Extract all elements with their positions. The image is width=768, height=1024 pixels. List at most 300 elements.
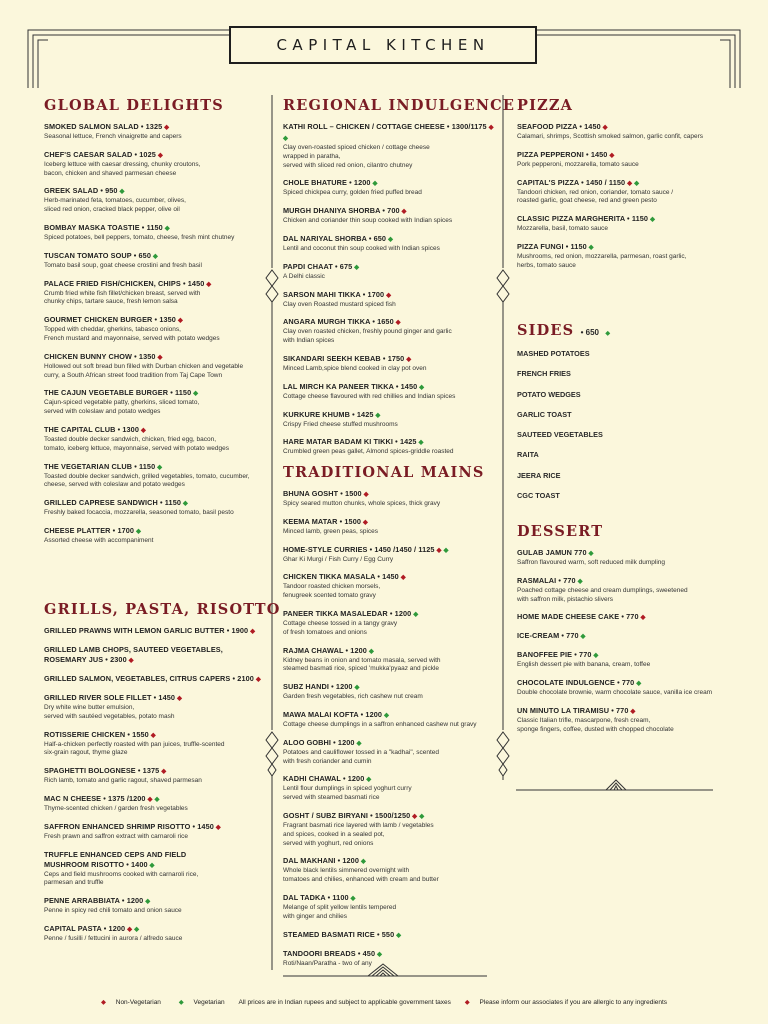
menu-item-name-text: MAWA MALAI KOFTA • 1200	[283, 709, 383, 719]
menu-item-name	[283, 738, 497, 749]
menu-item	[44, 626, 266, 637]
menu-item	[44, 186, 266, 215]
veg-marker: ◆	[632, 179, 640, 187]
menu-item-name-text: CAPITAL PASTA • 1200	[44, 923, 126, 933]
menu-item-name-text: CHEF'S CAESAR SALAD • 1025	[44, 149, 156, 159]
menu-item-name	[44, 251, 266, 262]
menu-item-name	[283, 262, 497, 273]
menu-item	[283, 893, 497, 922]
menu-item-name-text: GRILLED LAMB CHOPS, SAUTEED VEGETABLES, ROSEMARY JUS • 2300	[44, 645, 223, 664]
non-veg-marker: ◆	[175, 317, 183, 325]
menu-item	[517, 150, 742, 170]
regional-indulgence-section	[283, 97, 516, 465]
menu-item-description: Fragrant basmati rice layered with lamb / vegetables and spices, cooked in a sealed pot, served with yoghurt, red onions	[283, 821, 434, 847]
menu-item-description: Cottage cheese tossed in a tangy gravy of fresh tomatoes and onions	[283, 619, 398, 636]
menu-item	[283, 609, 497, 638]
non-veg-marker: ◆	[393, 319, 401, 327]
menu-item-description: Crispy Fried cheese stuffed mushrooms	[283, 420, 398, 428]
veg-marker: ◆	[352, 263, 360, 271]
menu-item	[44, 896, 266, 916]
menu-item-name	[283, 545, 497, 556]
menu-item-name-text: GOSHT / SUBZ BIRYANI • 1500/1250	[283, 810, 411, 820]
menu-item-name-text: SMOKED SALMON SALAD • 1325	[44, 122, 163, 131]
menu-item	[44, 693, 266, 722]
veg-marker: ◆	[143, 898, 151, 906]
veg-marker: ◆	[634, 680, 642, 688]
allergy-marker: ◆	[464, 999, 470, 1006]
non-veg-marker: ◆	[155, 151, 163, 159]
non-veg-marker: ◆	[410, 812, 418, 820]
menu-item	[44, 498, 266, 518]
menu-item	[283, 572, 497, 601]
menu-item-description: Mozzarella, basil, tomato sauce	[517, 225, 609, 233]
menu-item-description: Tandoor roasted chicken morsels, fenugreek scented tomato gravy	[283, 583, 381, 600]
menu-item-name-text: SARSON MAHI TIKKA • 1700	[283, 289, 385, 299]
veg-marker: ◆	[578, 633, 586, 641]
menu-item-description: Hollowed out soft bread bun filled with Durban chicken and vegetable curry, a South African street food tradition from Taj Cape Town	[44, 362, 244, 379]
menu-item-name-text: BOMBAY MASKA TOASTIE • 1150	[44, 222, 163, 232]
menu-item	[44, 850, 266, 889]
non-veg-marker: ◆	[384, 291, 392, 299]
menu-item-description: Cottage cheese dumplings in a saffron enhanced cashew nut gravy	[283, 720, 477, 728]
menu-item-name	[283, 930, 497, 941]
menu-item-description: Half-a-chicken perfectly roasted with pan juices, truffle-scented six-grain ragout, thyme glaze	[44, 740, 225, 757]
non-veg-marker: ◆	[159, 768, 167, 776]
menu-item	[44, 730, 266, 759]
allergy-note: Please inform our associates if you are allergic to any ingredients	[479, 999, 668, 1006]
menu-item-name-text: RASMALAI • 770	[517, 575, 576, 585]
menu-item	[44, 122, 266, 142]
menu-item-name-text: HOME-STYLE CURRIES • 1450 /1450 / 1125	[283, 544, 435, 554]
sides-section	[517, 322, 742, 511]
menu-item-name-text: GRILLED CAPRESE SANDWICH • 1150	[44, 498, 182, 508]
menu-item-name-text: THE CAJUN VEGETABLE BURGER • 1150	[44, 388, 192, 398]
menu-item-name	[44, 730, 266, 741]
menu-item-description: Classic Italian trifle, mascarpone, fresh cream, sponge fingers, coffee, dusted with chopped chocolate	[517, 716, 674, 733]
menu-item-name	[283, 122, 497, 144]
veg-marker: ◆	[575, 577, 583, 585]
menu-item	[517, 548, 742, 568]
non-veg-marker: ◆	[248, 628, 256, 635]
menu-item-name	[283, 206, 497, 217]
menu-item	[283, 738, 497, 767]
menu-item	[283, 646, 497, 675]
menu-item	[283, 682, 497, 702]
non-veg-marker: ◆	[361, 518, 369, 526]
menu-item	[283, 774, 497, 803]
non-veg-marker: ◆	[213, 823, 221, 831]
grills-pasta-risotto-section	[44, 601, 281, 952]
menu-item-name-text: PENNE ARRABBIATA • 1200	[44, 896, 144, 906]
menu-item-name	[517, 576, 742, 587]
non-veg-marker: ◆	[607, 151, 615, 159]
veg-marker: ◆	[394, 931, 402, 939]
menu-item-description: Ghar Ki Murgi / Fish Curry / Egg Curry	[283, 555, 394, 563]
menu-item-name-text: SUBZ HANDI • 1200	[283, 682, 353, 692]
restaurant-title-box	[229, 26, 537, 64]
menu-item	[44, 794, 266, 814]
menu-item-name-text: KEEMA MATAR • 1500	[283, 516, 362, 526]
global-delights-section	[44, 97, 266, 554]
veg-marker: ◆	[382, 711, 390, 719]
menu-item-description: English dessert pie with banana, cream, toffee	[517, 661, 651, 669]
non-veg-marker: ◆	[404, 355, 412, 363]
menu-item-description: Roti/Naan/Paratha - two of any	[283, 959, 372, 967]
veg-marker: ◆	[366, 647, 374, 655]
menu-item-name-text: LAL MIRCH KA PANEER TIKKA • 1450	[283, 381, 418, 391]
menu-item-name	[517, 631, 742, 642]
veg-marker: ◆	[283, 135, 289, 142]
menu-item-name-text: GOURMET CHICKEN BURGER • 1350	[44, 315, 176, 325]
menu-item	[283, 517, 497, 537]
menu-item-name-text: PANEER TIKKA MASALEDAR • 1200	[283, 608, 412, 618]
menu-item-name	[283, 234, 497, 245]
menu-item-name	[44, 645, 266, 666]
side-item: JEERA RICE	[517, 470, 561, 480]
menu-item	[44, 279, 266, 308]
menu-item-name	[44, 626, 266, 637]
menu-item-description: Spicy seared mutton chunks, whole spices, thick gravy	[283, 500, 441, 507]
menu-item-name-text: CHICKEN BUNNY CHOW • 1350	[44, 351, 156, 361]
veg-marker: ◆	[386, 235, 394, 243]
menu-item-description: A Delhi classic	[283, 272, 325, 280]
menu-item	[283, 354, 497, 374]
menu-item-name	[283, 178, 497, 189]
veg-marker: ◆	[586, 550, 594, 557]
menu-item-name	[44, 186, 266, 197]
menu-item-description: Chicken and coriander thin soup cooked with Indian spices	[283, 217, 453, 225]
menu-item-name-text: ICE-CREAM • 770	[517, 631, 579, 641]
menu-item-name-text: CHICKEN TIKKA MASALA • 1450	[283, 572, 399, 582]
menu-item-name-text: THE CAPITAL CLUB • 1300	[44, 424, 139, 434]
menu-item	[283, 489, 497, 509]
menu-item-name	[44, 693, 266, 704]
section-heading-regional-indulgence: REGIONAL INDULGENCE	[283, 97, 516, 114]
menu-item-name-text: PALACE FRIED FISH/CHICKEN, CHIPS • 1450	[44, 278, 205, 288]
section-heading-dessert: DESSERT	[517, 523, 604, 540]
veg-marker: ◆	[370, 180, 378, 188]
menu-item-name	[44, 822, 266, 833]
sides-price: • 650	[580, 328, 599, 337]
menu-item-description: Dry white wine butter emulsion, served with sautéed vegetables, potato mash	[44, 704, 175, 720]
menu-item-name-text: DAL TADKA • 1100	[283, 892, 349, 902]
non-veg-marker: ◆	[398, 574, 406, 582]
menu-item-name-text: DAL MAKHANI • 1200	[283, 856, 359, 866]
menu-item-name	[44, 352, 266, 363]
menu-item-description: Fresh prawn and saffron extract with carnaroli rice	[44, 832, 189, 840]
menu-item-name-text: BHUNA GOSHT • 1500	[283, 489, 362, 498]
menu-item-name	[517, 122, 742, 133]
menu-item	[44, 223, 266, 243]
menu-item-description: Spiced chickpea curry, golden fried puffed bread	[283, 189, 422, 197]
menu-item	[283, 930, 497, 941]
menu-item-description: Tomato basil soup, goat cheese crostini and fresh basil	[44, 261, 202, 269]
menu-item-name-text: KADHI CHAWAL • 1200	[283, 774, 365, 784]
menu-item-name-text: CHOCOLATE INDULGENCE • 770	[517, 678, 635, 688]
menu-item-name	[283, 856, 497, 867]
menu-item	[283, 178, 497, 198]
menu-item	[283, 949, 497, 969]
menu-item-name-text: TANDOORI BREADS • 450	[283, 948, 376, 958]
menu-item-description: Clay oven-roasted spiced chicken / cottage cheese wrapped in paratha, served with sliced red onion, cilantro chutney	[283, 144, 430, 169]
menu-item-name-text: KATHI ROLL – CHICKEN / COTTAGE CHEESE • 1300/1175	[283, 122, 487, 131]
menu-item	[517, 678, 742, 698]
menu-item	[283, 856, 497, 885]
menu-item-name	[44, 315, 266, 326]
menu-item	[517, 178, 742, 207]
section-heading-traditional-mains: TRADITIONAL MAINS	[283, 464, 485, 481]
menu-item-name	[44, 122, 266, 133]
non-veg-marker: ◆	[145, 795, 153, 803]
menu-item-name	[283, 437, 497, 448]
side-item: RAITA	[517, 450, 539, 460]
menu-item	[44, 425, 266, 454]
menu-item	[283, 410, 497, 430]
menu-item	[44, 251, 266, 271]
traditional-mains-section	[283, 464, 497, 976]
non-veg-marker: ◆	[175, 695, 183, 702]
menu-item-name	[283, 682, 497, 693]
menu-item	[44, 462, 266, 491]
menu-item-name-text: SAFFRON ENHANCED SHRIMP RISOTTO • 1450	[44, 821, 214, 831]
menu-item-name	[283, 489, 497, 500]
menu-item-name-text: SIKANDARI SEEKH KEBAB • 1750	[283, 353, 405, 363]
menu-item	[517, 631, 742, 642]
veg-marker: ◆	[586, 243, 594, 251]
menu-item-name-text: BANOFFEE PIE • 770	[517, 650, 592, 660]
menu-item-description: Poached cottage cheese and cream dumplings, sweetened with saffron milk, pistachio slivers	[517, 586, 688, 603]
menu-item-name-text: CAPITAL'S PIZZA • 1450 / 1150	[517, 177, 626, 187]
menu-item-description: Kidney beans in onion and tomato masala, served with steamed basmati rice, spiced 'mukka'pyaaz and pickle	[283, 656, 441, 673]
menu-item-name-text: SEAFOOD PIZZA • 1450	[517, 122, 601, 131]
menu-item-description: Seasonal lettuce, French vinaigrette and capers	[44, 133, 182, 140]
menu-item-name-text: ALOO GOBHI • 1200	[283, 737, 355, 747]
menu-item	[517, 576, 742, 605]
pizza-section	[517, 97, 742, 279]
menu-item	[44, 766, 266, 786]
menu-item-description: Cottage cheese flavoured with red chillies and Indian spices	[283, 392, 456, 400]
menu-item-description: Thyme-scented chicken / garden fresh vegetables	[44, 804, 188, 812]
menu-item-name	[44, 279, 266, 290]
menu-item-description: Topped with cheddar, gherkins, tabasco onions, French mustard and mayonnaise, served with potato wedges	[44, 326, 220, 342]
menu-item-name	[517, 650, 742, 661]
sides-heading-text: SIDES	[517, 322, 575, 339]
menu-item-name-text: PIZZA FUNGI • 1150	[517, 241, 587, 251]
menu-item-name-text: KURKURE KHUMB • 1425	[283, 409, 374, 419]
side-item: CGC TOAST	[517, 491, 560, 501]
non-veg-marker: ◆	[625, 179, 633, 187]
non-veg-marker: ◆	[100, 999, 106, 1006]
menu-item-name-text: SPAGHETTI BOLOGNESE • 1375	[44, 766, 160, 776]
menu-item-description: Calamari, shrimps, Scottish smoked salmon, garlic confit, capers	[517, 133, 704, 140]
menu-item-name	[283, 710, 497, 721]
menu-item-name-text: RAJMA CHAWAL • 1200	[283, 645, 367, 655]
menu-item-name-text: STEAMED BASMATI RICE • 550	[283, 929, 395, 939]
non-veg-marker: ◆	[399, 208, 407, 216]
legend-non-veg: Non-Vegetarian	[115, 999, 161, 1006]
menu-item	[283, 262, 497, 282]
menu-item-description: Freshly baked focaccia, mozzarella, seasoned tomato, basil pesto	[44, 509, 234, 517]
veg-marker: ◆	[416, 439, 424, 447]
side-item: FRENCH FRIES	[517, 369, 571, 379]
menu-item-name	[44, 674, 266, 685]
menu-item-name-text: DAL NARIYAL SHORBA • 650	[283, 233, 387, 243]
menu-item	[44, 822, 266, 842]
non-veg-marker: ◆	[638, 614, 646, 622]
menu-item	[283, 290, 497, 310]
non-veg-marker: ◆	[155, 353, 163, 361]
veg-marker: ◆	[117, 188, 125, 196]
non-veg-marker: ◆	[125, 925, 133, 933]
menu-item	[283, 437, 497, 457]
veg-marker: ◆	[364, 776, 372, 784]
menu-item-name	[283, 893, 497, 904]
non-veg-marker: ◆	[600, 124, 608, 131]
menu-item-description: Melange of split yellow lentils tempered with ginger and chilies	[283, 903, 397, 920]
menu-item-name-text: GRILLED SALMON, VEGETABLES, CITRUS CAPERS • 2100	[44, 674, 254, 683]
menu-item-name-text: ROTISSERIE CHICKEN • 1550	[44, 729, 149, 739]
veg-marker: ◆	[648, 216, 656, 224]
menu-item	[517, 612, 742, 623]
menu-item-name	[44, 388, 266, 399]
menu-item-description: Herb-marinated feta, tomatoes, cucumber, olives, sliced red onion, cracked black pepper, olive oil	[44, 197, 186, 214]
side-item: MASHED POTATOES	[517, 349, 590, 358]
menu-item-description: Pork pepperoni, mozzarella, tomato sauce	[517, 160, 639, 168]
menu-item	[44, 645, 266, 666]
section-heading-sides	[517, 322, 742, 339]
menu-item-description: Iceberg lettuce with caesar dressing, chunky croutons, bacon, chicken and shaved parmesan cheese	[44, 160, 201, 177]
menu-item-name	[44, 766, 266, 777]
veg-marker: ◆	[134, 527, 142, 535]
menu-item-description: Double chocolate brownie, warm chocolate sauce, vanilla ice cream	[517, 689, 713, 697]
menu-item-description: Crumbled green peas gallet, Almond spices-griddle roasted	[283, 448, 454, 456]
menu-item-description: Saffron flavoured warm, soft reduced milk dumpling	[517, 559, 666, 566]
menu-item-name	[44, 150, 266, 161]
menu-item	[283, 234, 497, 254]
veg-marker: ◆	[178, 999, 184, 1006]
menu-item-description: Garden fresh vegetables, rich cashew nut cream	[283, 693, 423, 701]
veg-marker: ◆	[411, 610, 419, 618]
menu-item-description: Minced lamb, green peas, spices	[283, 527, 379, 535]
side-item: POTATO WEDGES	[517, 389, 581, 399]
non-veg-marker: ◆	[361, 491, 369, 498]
menu-item-description: Lentil and coconut thin soup cooked with Indian spices	[283, 244, 440, 252]
price-note: All prices are in Indian rupees and subject to applicable government taxes	[238, 999, 451, 1006]
veg-marker: ◆	[375, 950, 383, 958]
menu-item-name-text: PAPDI CHAAT • 675	[283, 261, 353, 271]
menu-item-name-text: GRILLED PRAWNS WITH LEMON GARLIC BUTTER • 1900	[44, 626, 249, 635]
menu-item-name-text: GULAB JAMUN 770	[517, 548, 587, 557]
veg-marker: ◆	[352, 684, 360, 692]
side-item: SAUTEED VEGETABLES	[517, 430, 603, 440]
menu-item-description: Rich lamb, tomato and garlic ragout, shaved parmesan	[44, 777, 202, 785]
menu-item-name-text: HARE MATAR BADAM KI TIKKI • 1425	[283, 437, 417, 447]
veg-marker: ◆	[373, 411, 381, 419]
menu-item-name	[517, 548, 742, 559]
menu-item-description: Lentil flour dumplings in spiced yoghurt curry served with steamed basmati rice	[283, 785, 412, 802]
veg-marker: ◆	[359, 858, 367, 866]
menu-item	[283, 382, 497, 402]
menu-item	[44, 352, 266, 381]
veg-marker: ◆	[441, 546, 449, 554]
menu-item-name	[44, 462, 266, 473]
menu-item-name	[283, 609, 497, 620]
menu-item-name-text: PIZZA PEPPERONI • 1450	[517, 149, 608, 159]
menu-item-name-text: THE VEGETARIAN CLUB • 1150	[44, 461, 156, 471]
restaurant-title: CAPITAL KITCHEN	[276, 36, 490, 54]
menu-item-name	[517, 214, 742, 225]
menu-item	[283, 122, 497, 170]
menu-item-name	[283, 811, 497, 822]
menu-item-description: Whole black lentils simmered overnight with tomatoes and chilies, enhanced with cream and butter	[283, 867, 439, 884]
menu-item-name	[44, 425, 266, 436]
menu-item-name	[283, 354, 497, 365]
menu-item-name	[283, 572, 497, 583]
menu-item-name	[283, 410, 497, 421]
menu-item-name	[517, 678, 742, 689]
veg-marker: ◆	[181, 500, 189, 508]
veg-marker: ◆	[191, 390, 199, 398]
menu-item	[517, 122, 742, 142]
menu-item-name	[283, 949, 497, 960]
section-heading-pizza: PIZZA	[517, 97, 574, 114]
menu-item-name	[517, 612, 742, 623]
menu-item	[44, 526, 266, 546]
veg-marker: ◆	[417, 383, 425, 391]
menu-item-name	[44, 794, 266, 805]
menu-item-name	[44, 526, 266, 537]
menu-item-name-text: TRUFFLE ENHANCED CEPS AND FIELD MUSHROOM RISOTTO • 1400	[44, 849, 187, 869]
menu-item	[517, 706, 742, 735]
menu-item-name	[517, 706, 742, 717]
menu-item-name-text: GREEK SALAD • 950	[44, 186, 118, 196]
menu-item-name-text: MAC N CHEESE • 1375 /1200	[44, 793, 146, 803]
non-veg-marker: ◆	[434, 546, 442, 554]
menu-item-name	[44, 223, 266, 234]
menu-item-name	[283, 774, 497, 785]
menu-item-name-text: CLASSIC PIZZA MARGHERITA • 1150	[517, 214, 649, 224]
non-veg-marker: ◆	[148, 731, 156, 739]
menu-item	[44, 674, 266, 685]
menu-item-name	[517, 178, 742, 189]
section-heading-grills-pasta-risotto: GRILLS, PASTA, RISOTTO	[44, 601, 281, 618]
veg-marker: ◆	[147, 861, 155, 869]
menu-item-name-text: HOME MADE CHEESE CAKE • 770	[517, 612, 639, 622]
menu-item-name	[283, 317, 497, 328]
menu-item-description: Mushrooms, red onion, mozzarella, parmesan, roast garlic, herbs, tomato sauce	[517, 252, 687, 269]
menu-item	[517, 242, 742, 271]
menu-item-name	[517, 242, 742, 253]
menu-item-description: Crumb fried white fish fillet/chicken breast, served with chunky chips, tartare sauce, fresh lemon salsa	[44, 289, 201, 306]
menu-item-description: Clay oven Roasted mustard spiced fish	[283, 300, 396, 308]
menu-item	[517, 214, 742, 234]
menu-item-name-text: GRILLED RIVER SOLE FILLET • 1450	[44, 693, 176, 702]
menu-item-name	[283, 517, 497, 528]
menu-item-name	[283, 382, 497, 393]
non-veg-marker: ◆	[162, 124, 170, 131]
veg-marker: ◆	[605, 329, 612, 337]
menu-item-name-text: MURGH DHANIYA SHORBA • 700	[283, 206, 400, 216]
non-veg-marker: ◆	[204, 280, 212, 288]
side-item: GARLIC TOAST	[517, 409, 572, 419]
legend-veg: Vegetarian	[193, 999, 225, 1006]
non-veg-marker: ◆	[486, 124, 494, 131]
menu-item-name-text: ANGARA MURGH TIKKA • 1650	[283, 317, 394, 327]
menu-item-name	[283, 290, 497, 301]
menu-item-description: Penne in spicy red chili tomato and onion sauce	[44, 907, 182, 915]
menu-item-description: Penne / fusilli / fettucini in aurora / alfredo sauce	[44, 934, 183, 942]
menu-item-name-text: CHEESE PLATTER • 1700	[44, 525, 135, 535]
